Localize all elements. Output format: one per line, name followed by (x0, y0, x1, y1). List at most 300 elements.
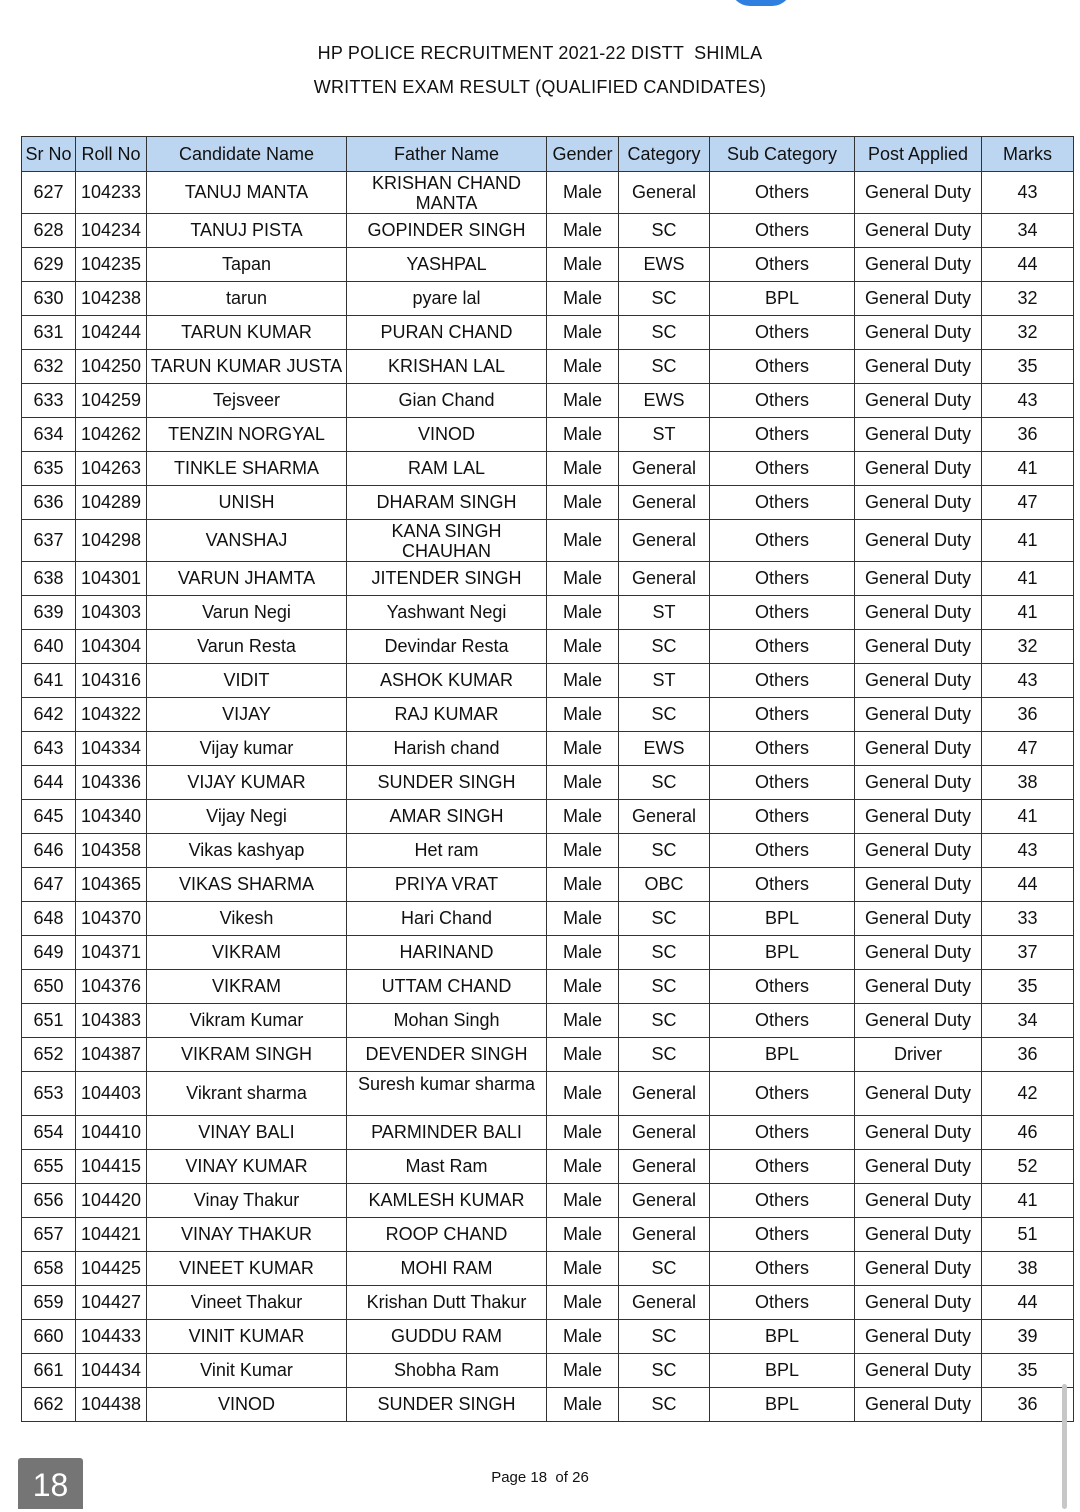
cell-sr-no: 647 (22, 868, 76, 902)
cell-category: General (619, 1072, 710, 1116)
floating-action-button-edge[interactable] (730, 0, 792, 6)
cell-sr-no: 653 (22, 1072, 76, 1116)
cell-candidate-name: Vikesh (147, 902, 347, 936)
cell-post-applied: General Duty (855, 698, 982, 732)
table-row (22, 486, 1074, 520)
cell-candidate-name: Vijay kumar (147, 732, 347, 766)
page-number-badge[interactable]: 18 (18, 1458, 83, 1509)
cell-marks: 41 (982, 800, 1074, 834)
cell-post-applied: General Duty (855, 1320, 982, 1354)
table-row (22, 1218, 1074, 1252)
cell-category: SC (619, 1004, 710, 1038)
cell-gender: Male (547, 1320, 619, 1354)
cell-gender: Male (547, 698, 619, 732)
table-row (22, 732, 1074, 766)
cell-roll-no: 104259 (76, 384, 147, 418)
table-row (22, 1116, 1074, 1150)
cell-category: SC (619, 214, 710, 248)
cell-gender: Male (547, 970, 619, 1004)
cell-category: General (619, 520, 710, 562)
cell-sub-category: BPL (710, 282, 855, 316)
cell-gender: Male (547, 1116, 619, 1150)
cell-sub-category: Others (710, 1072, 855, 1116)
cell-sub-category: Others (710, 1150, 855, 1184)
cell-gender: Male (547, 1388, 619, 1422)
cell-gender: Male (547, 1150, 619, 1184)
cell-category: SC (619, 1252, 710, 1286)
cell-category: ST (619, 596, 710, 630)
cell-marks: 36 (982, 698, 1074, 732)
table-row (22, 1072, 1074, 1116)
cell-category: General (619, 1116, 710, 1150)
cell-sub-category: Others (710, 732, 855, 766)
cell-sr-no: 661 (22, 1354, 76, 1388)
results-table (21, 136, 1074, 1422)
cell-post-applied: General Duty (855, 418, 982, 452)
column-header-category: Category (619, 137, 710, 172)
cell-sr-no: 631 (22, 316, 76, 350)
cell-father-name: ROOP CHAND (347, 1218, 547, 1252)
cell-category: General (619, 452, 710, 486)
cell-father-name: ASHOK KUMAR (347, 664, 547, 698)
cell-sub-category: Others (710, 214, 855, 248)
cell-sub-category: Others (710, 486, 855, 520)
table-row (22, 316, 1074, 350)
scrollbar-thumb[interactable] (1062, 1384, 1067, 1509)
cell-category: ST (619, 664, 710, 698)
cell-father-name: VINOD (347, 418, 547, 452)
cell-sub-category: Others (710, 520, 855, 562)
cell-gender: Male (547, 1072, 619, 1116)
cell-sub-category: Others (710, 350, 855, 384)
cell-category: General (619, 1150, 710, 1184)
cell-father-name: DEVENDER SINGH (347, 1038, 547, 1072)
cell-candidate-name: Vikas kashyap (147, 834, 347, 868)
cell-gender: Male (547, 172, 619, 214)
cell-sub-category: Others (710, 384, 855, 418)
cell-post-applied: General Duty (855, 562, 982, 596)
table-row (22, 418, 1074, 452)
cell-father-name: PURAN CHAND (347, 316, 547, 350)
cell-post-applied: General Duty (855, 214, 982, 248)
cell-category: SC (619, 350, 710, 384)
cell-marks: 51 (982, 1218, 1074, 1252)
cell-sub-category: Others (710, 1252, 855, 1286)
table-row (22, 596, 1074, 630)
table-row (22, 936, 1074, 970)
cell-sub-category: Others (710, 868, 855, 902)
cell-post-applied: General Duty (855, 1252, 982, 1286)
cell-gender: Male (547, 1184, 619, 1218)
cell-sr-no: 642 (22, 698, 76, 732)
cell-father-name: RAM LAL (347, 452, 547, 486)
cell-category: SC (619, 282, 710, 316)
table-row (22, 248, 1074, 282)
cell-marks: 39 (982, 1320, 1074, 1354)
cell-candidate-name: TARUN KUMAR JUSTA (147, 350, 347, 384)
cell-roll-no: 104403 (76, 1072, 147, 1116)
cell-father-name: Suresh kumar sharma (347, 1072, 547, 1116)
cell-post-applied: General Duty (855, 1388, 982, 1422)
table-row (22, 766, 1074, 800)
cell-father-name: JITENDER SINGH (347, 562, 547, 596)
document-title: HP POLICE RECRUITMENT 2021-22 DISTT SHIMLA (317, 43, 763, 63)
cell-father-name: UTTAM CHAND (347, 970, 547, 1004)
cell-post-applied: General Duty (855, 1218, 982, 1252)
cell-sr-no: 643 (22, 732, 76, 766)
column-header-roll-no: Roll No (76, 137, 147, 172)
cell-sub-category: Others (710, 766, 855, 800)
table-row (22, 1388, 1074, 1422)
cell-post-applied: General Duty (855, 766, 982, 800)
cell-father-name: pyare lal (347, 282, 547, 316)
cell-candidate-name: VIKRAM (147, 936, 347, 970)
cell-post-applied: General Duty (855, 172, 982, 214)
cell-candidate-name: tarun (147, 282, 347, 316)
cell-sub-category: BPL (710, 1320, 855, 1354)
cell-roll-no: 104358 (76, 834, 147, 868)
cell-post-applied: General Duty (855, 1072, 982, 1116)
cell-roll-no: 104434 (76, 1354, 147, 1388)
cell-sr-no: 654 (22, 1116, 76, 1150)
cell-sub-category: Others (710, 1116, 855, 1150)
cell-roll-no: 104233 (76, 172, 147, 214)
table-row (22, 800, 1074, 834)
cell-roll-no: 104250 (76, 350, 147, 384)
cell-post-applied: General Duty (855, 520, 982, 562)
table-row (22, 452, 1074, 486)
cell-gender: Male (547, 902, 619, 936)
cell-marks: 38 (982, 766, 1074, 800)
cell-roll-no: 104263 (76, 452, 147, 486)
cell-post-applied: General Duty (855, 1286, 982, 1320)
cell-post-applied: General Duty (855, 1354, 982, 1388)
table-row (22, 520, 1074, 562)
cell-father-name: KAMLESH KUMAR (347, 1184, 547, 1218)
cell-gender: Male (547, 1038, 619, 1072)
cell-roll-no: 104316 (76, 664, 147, 698)
cell-sr-no: 657 (22, 1218, 76, 1252)
cell-sr-no: 658 (22, 1252, 76, 1286)
cell-post-applied: General Duty (855, 350, 982, 384)
cell-candidate-name: VINEET KUMAR (147, 1252, 347, 1286)
cell-candidate-name: Tapan (147, 248, 347, 282)
cell-candidate-name: VIKRAM SINGH (147, 1038, 347, 1072)
cell-sub-category: Others (710, 1286, 855, 1320)
column-header-sub-category: Sub Category (710, 137, 855, 172)
cell-roll-no: 104303 (76, 596, 147, 630)
cell-category: SC (619, 1320, 710, 1354)
cell-marks: 44 (982, 1286, 1074, 1320)
cell-marks: 41 (982, 1184, 1074, 1218)
cell-post-applied: General Duty (855, 664, 982, 698)
cell-candidate-name: VIJAY (147, 698, 347, 732)
cell-sub-category: Others (710, 1218, 855, 1252)
cell-sr-no: 630 (22, 282, 76, 316)
cell-roll-no: 104376 (76, 970, 147, 1004)
table-header-row (22, 137, 1074, 172)
cell-father-name: SUNDER SINGH (347, 1388, 547, 1422)
cell-sr-no: 633 (22, 384, 76, 418)
cell-post-applied: General Duty (855, 732, 982, 766)
cell-candidate-name: VINAY BALI (147, 1116, 347, 1150)
cell-marks: 52 (982, 1150, 1074, 1184)
cell-sr-no: 662 (22, 1388, 76, 1422)
cell-roll-no: 104371 (76, 936, 147, 970)
cell-father-name: Hari Chand (347, 902, 547, 936)
cell-sub-category: Others (710, 562, 855, 596)
cell-sr-no: 636 (22, 486, 76, 520)
cell-sr-no: 659 (22, 1286, 76, 1320)
cell-post-applied: General Duty (855, 248, 982, 282)
cell-post-applied: General Duty (855, 316, 982, 350)
cell-gender: Male (547, 214, 619, 248)
cell-marks: 38 (982, 1252, 1074, 1286)
cell-category: General (619, 800, 710, 834)
column-header-post-applied: Post Applied (855, 137, 982, 172)
cell-candidate-name: VINOD (147, 1388, 347, 1422)
cell-father-name: YASHPAL (347, 248, 547, 282)
cell-marks: 32 (982, 630, 1074, 664)
cell-category: ST (619, 418, 710, 452)
cell-sr-no: 641 (22, 664, 76, 698)
cell-sr-no: 649 (22, 936, 76, 970)
cell-sr-no: 660 (22, 1320, 76, 1354)
cell-sub-category: Others (710, 452, 855, 486)
table-row (22, 664, 1074, 698)
cell-candidate-name: Varun Resta (147, 630, 347, 664)
cell-sr-no: 640 (22, 630, 76, 664)
table-row (22, 1286, 1074, 1320)
cell-sr-no: 652 (22, 1038, 76, 1072)
cell-category: General (619, 1218, 710, 1252)
cell-sr-no: 627 (22, 172, 76, 214)
cell-candidate-name: Vijay Negi (147, 800, 347, 834)
cell-father-name: Shobha Ram (347, 1354, 547, 1388)
cell-sr-no: 637 (22, 520, 76, 562)
cell-sub-category: Others (710, 1004, 855, 1038)
cell-post-applied: Driver (855, 1038, 982, 1072)
cell-candidate-name: Vikram Kumar (147, 1004, 347, 1038)
cell-post-applied: General Duty (855, 834, 982, 868)
cell-category: SC (619, 1388, 710, 1422)
cell-sr-no: 638 (22, 562, 76, 596)
cell-gender: Male (547, 248, 619, 282)
cell-marks: 41 (982, 452, 1074, 486)
table-row (22, 350, 1074, 384)
cell-father-name: KANA SINGH CHAUHAN (347, 520, 547, 562)
cell-post-applied: General Duty (855, 282, 982, 316)
cell-father-name: Gian Chand (347, 384, 547, 418)
table-row (22, 562, 1074, 596)
cell-category: SC (619, 766, 710, 800)
document-header (0, 36, 1080, 104)
cell-sub-category: Others (710, 172, 855, 214)
cell-candidate-name: TINKLE SHARMA (147, 452, 347, 486)
cell-category: General (619, 562, 710, 596)
cell-sr-no: 655 (22, 1150, 76, 1184)
cell-roll-no: 104262 (76, 418, 147, 452)
cell-post-applied: General Duty (855, 1004, 982, 1038)
cell-father-name: AMAR SINGH (347, 800, 547, 834)
cell-category: SC (619, 1354, 710, 1388)
cell-category: OBC (619, 868, 710, 902)
cell-sr-no: 644 (22, 766, 76, 800)
cell-sr-no: 635 (22, 452, 76, 486)
cell-roll-no: 104301 (76, 562, 147, 596)
table-row (22, 970, 1074, 1004)
cell-post-applied: General Duty (855, 936, 982, 970)
cell-roll-no: 104433 (76, 1320, 147, 1354)
table-row (22, 868, 1074, 902)
table-row (22, 214, 1074, 248)
cell-roll-no: 104410 (76, 1116, 147, 1150)
cell-marks: 34 (982, 1004, 1074, 1038)
cell-roll-no: 104370 (76, 902, 147, 936)
cell-gender: Male (547, 316, 619, 350)
cell-sub-category: BPL (710, 1388, 855, 1422)
cell-roll-no: 104438 (76, 1388, 147, 1422)
cell-sub-category: Others (710, 248, 855, 282)
cell-post-applied: General Duty (855, 1150, 982, 1184)
table-row (22, 834, 1074, 868)
cell-candidate-name: VINIT KUMAR (147, 1320, 347, 1354)
cell-gender: Male (547, 868, 619, 902)
cell-gender: Male (547, 1004, 619, 1038)
cell-marks: 35 (982, 970, 1074, 1004)
cell-roll-no: 104334 (76, 732, 147, 766)
cell-roll-no: 104340 (76, 800, 147, 834)
cell-father-name: Devindar Resta (347, 630, 547, 664)
cell-sub-category: BPL (710, 902, 855, 936)
cell-gender: Male (547, 596, 619, 630)
cell-sr-no: 651 (22, 1004, 76, 1038)
cell-gender: Male (547, 384, 619, 418)
cell-roll-no: 104244 (76, 316, 147, 350)
document-subtitle: WRITTEN EXAM RESULT (QUALIFIED CANDIDATES) (313, 77, 767, 97)
cell-father-name: Harish chand (347, 732, 547, 766)
cell-marks: 37 (982, 936, 1074, 970)
table-row (22, 384, 1074, 418)
cell-post-applied: General Duty (855, 1116, 982, 1150)
cell-gender: Male (547, 452, 619, 486)
cell-marks: 44 (982, 248, 1074, 282)
cell-sub-category: Others (710, 418, 855, 452)
cell-post-applied: General Duty (855, 486, 982, 520)
table-row (22, 1150, 1074, 1184)
cell-candidate-name: Varun Negi (147, 596, 347, 630)
cell-sr-no: 650 (22, 970, 76, 1004)
cell-roll-no: 104235 (76, 248, 147, 282)
column-header-gender: Gender (547, 137, 619, 172)
cell-marks: 42 (982, 1072, 1074, 1116)
cell-father-name: Het ram (347, 834, 547, 868)
cell-candidate-name: VARUN JHAMTA (147, 562, 347, 596)
cell-sub-category: BPL (710, 1354, 855, 1388)
cell-category: General (619, 1286, 710, 1320)
cell-category: SC (619, 936, 710, 970)
cell-marks: 47 (982, 732, 1074, 766)
cell-roll-no: 104234 (76, 214, 147, 248)
cell-marks: 36 (982, 418, 1074, 452)
table-row (22, 1184, 1074, 1218)
cell-roll-no: 104383 (76, 1004, 147, 1038)
cell-marks: 32 (982, 282, 1074, 316)
cell-candidate-name: TENZIN NORGYAL (147, 418, 347, 452)
cell-gender: Male (547, 936, 619, 970)
cell-marks: 35 (982, 350, 1074, 384)
cell-marks: 43 (982, 834, 1074, 868)
table-row (22, 1038, 1074, 1072)
cell-post-applied: General Duty (855, 800, 982, 834)
cell-marks: 46 (982, 1116, 1074, 1150)
cell-sr-no: 646 (22, 834, 76, 868)
cell-sub-category: Others (710, 970, 855, 1004)
cell-roll-no: 104427 (76, 1286, 147, 1320)
cell-sr-no: 648 (22, 902, 76, 936)
cell-father-name: GOPINDER SINGH (347, 214, 547, 248)
cell-gender: Male (547, 1286, 619, 1320)
cell-marks: 41 (982, 596, 1074, 630)
cell-post-applied: General Duty (855, 902, 982, 936)
cell-father-name: Yashwant Negi (347, 596, 547, 630)
cell-gender: Male (547, 486, 619, 520)
cell-gender: Male (547, 282, 619, 316)
cell-sr-no: 632 (22, 350, 76, 384)
cell-sr-no: 656 (22, 1184, 76, 1218)
cell-gender: Male (547, 350, 619, 384)
cell-gender: Male (547, 664, 619, 698)
table-row (22, 1252, 1074, 1286)
cell-father-name: DHARAM SINGH (347, 486, 547, 520)
cell-marks: 43 (982, 664, 1074, 698)
table-row (22, 1320, 1074, 1354)
cell-roll-no: 104336 (76, 766, 147, 800)
cell-candidate-name: TANUJ PISTA (147, 214, 347, 248)
cell-candidate-name: Vinit Kumar (147, 1354, 347, 1388)
cell-category: SC (619, 970, 710, 1004)
cell-gender: Male (547, 630, 619, 664)
cell-roll-no: 104365 (76, 868, 147, 902)
cell-candidate-name: Vinay Thakur (147, 1184, 347, 1218)
table-row (22, 1354, 1074, 1388)
cell-roll-no: 104425 (76, 1252, 147, 1286)
cell-sr-no: 628 (22, 214, 76, 248)
cell-marks: 44 (982, 868, 1074, 902)
cell-candidate-name: TARUN KUMAR (147, 316, 347, 350)
cell-category: SC (619, 316, 710, 350)
cell-marks: 32 (982, 316, 1074, 350)
cell-sub-category: BPL (710, 1038, 855, 1072)
cell-candidate-name: UNISH (147, 486, 347, 520)
cell-sub-category: Others (710, 596, 855, 630)
cell-roll-no: 104304 (76, 630, 147, 664)
cell-roll-no: 104415 (76, 1150, 147, 1184)
cell-category: SC (619, 698, 710, 732)
table-row (22, 172, 1074, 214)
cell-father-name: PRIYA VRAT (347, 868, 547, 902)
cell-sub-category: Others (710, 664, 855, 698)
cell-post-applied: General Duty (855, 1184, 982, 1218)
cell-father-name: Mohan Singh (347, 1004, 547, 1038)
cell-roll-no: 104322 (76, 698, 147, 732)
cell-marks: 34 (982, 214, 1074, 248)
cell-father-name: Mast Ram (347, 1150, 547, 1184)
cell-sr-no: 634 (22, 418, 76, 452)
cell-sub-category: Others (710, 698, 855, 732)
cell-sr-no: 645 (22, 800, 76, 834)
cell-gender: Male (547, 418, 619, 452)
